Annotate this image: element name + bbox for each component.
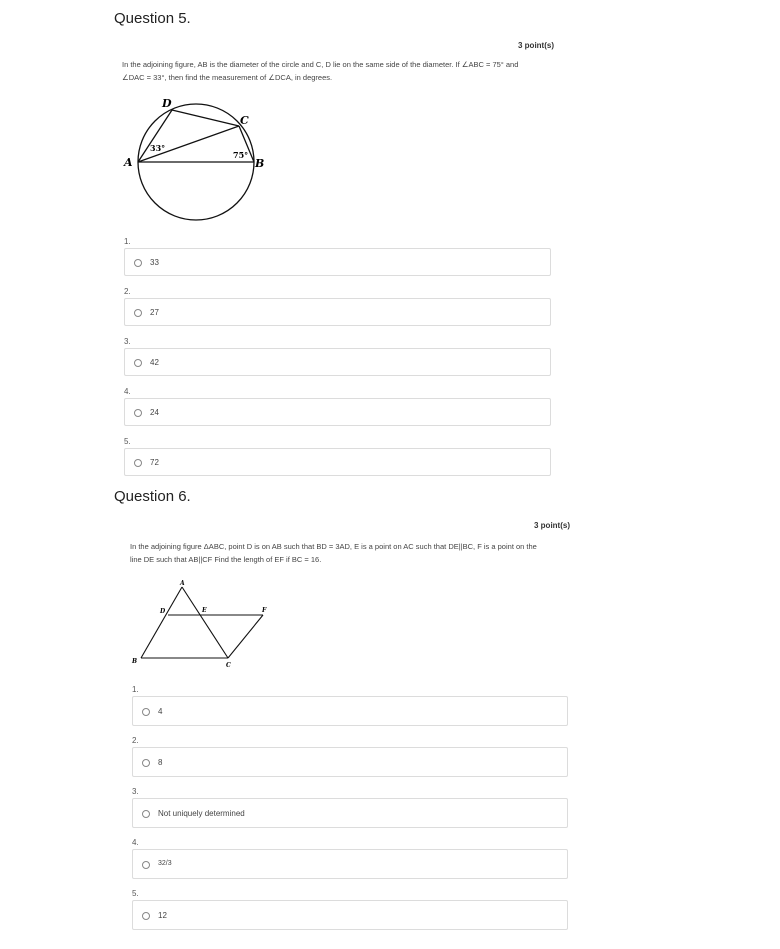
q6-option-4[interactable] (132, 849, 568, 879)
line-cf (228, 615, 263, 658)
q5-option-2-number: 2. (124, 287, 131, 296)
q5-option-4[interactable] (124, 398, 551, 426)
q5-option-3-number: 3. (124, 337, 131, 346)
label-e: E (202, 607, 207, 614)
label-d: D (160, 608, 166, 615)
q5-option-4-number: 4. (124, 387, 131, 396)
radio-button[interactable] (134, 459, 142, 467)
option-label: 42 (150, 358, 159, 367)
radio-button[interactable] (134, 309, 142, 317)
angle-label-b: 75° (233, 150, 249, 160)
radio-button[interactable] (142, 759, 150, 767)
option-label: 4 (158, 707, 163, 716)
question-5-points: 3 point(s) (518, 41, 554, 50)
option-label: 8 (158, 758, 163, 767)
option-label: 27 (150, 308, 159, 317)
q6-option-3[interactable] (132, 798, 568, 828)
option-label: 33 (150, 258, 159, 267)
q6-option-1[interactable] (132, 696, 568, 726)
question-6-figure (128, 576, 288, 676)
chord-ad (138, 110, 172, 162)
radio-button[interactable] (134, 359, 142, 367)
radio-button[interactable] (134, 259, 142, 267)
q6-option-2-number: 2. (132, 736, 139, 745)
question-5-prompt-line-2: ∠DAC = 33°, then find the measurement of ∠DCA, in degrees. (122, 73, 333, 82)
q6-option-2[interactable] (132, 747, 568, 777)
radio-button[interactable] (142, 810, 150, 818)
label-b: B (132, 658, 138, 665)
q5-option-1-number: 1. (124, 237, 131, 246)
radio-button[interactable] (142, 912, 150, 920)
q5-option-1[interactable] (124, 248, 551, 276)
label-c: C (240, 114, 249, 127)
radio-button[interactable] (134, 409, 142, 417)
q5-option-2[interactable] (124, 298, 551, 326)
q6-option-5-number: 5. (132, 889, 139, 898)
option-label: 72 (150, 458, 159, 467)
q5-option-5-number: 5. (124, 437, 131, 446)
q6-option-1-number: 1. (132, 685, 139, 694)
option-label: Not uniquely determined (158, 809, 245, 818)
radio-button[interactable] (142, 861, 150, 869)
option-label: 24 (150, 408, 159, 417)
label-b: B (255, 157, 265, 170)
question-5-prompt-line-1: In the adjoining figure, AB is the diameter of the circle and C, D lie on the same side of the diameter. If ∠ABC = 75° and (122, 60, 519, 69)
option-label: 32/3 (158, 860, 172, 867)
q6-option-3-number: 3. (132, 787, 139, 796)
side-ac (182, 587, 228, 658)
label-c: C (226, 662, 231, 669)
label-f: F (262, 607, 267, 614)
question-5-title: Question 5. (114, 10, 191, 27)
question-6-prompt-line-1: In the adjoining figure ΔABC, point D is on AB such that BD = 3AD, E is a point on AC such that DE||BC, F is a point on the (130, 542, 537, 551)
option-label: 12 (158, 911, 167, 920)
question-6-points: 3 point(s) (534, 521, 570, 530)
label-a: A (180, 580, 185, 587)
question-6-title: Question 6. (114, 488, 191, 505)
label-a: A (124, 156, 133, 169)
question-5-figure (120, 96, 280, 226)
chord-dc (172, 110, 239, 126)
angle-label-a: 33° (150, 143, 166, 153)
question-6-prompt-line-2: line DE such that AB||CF Find the length of EF if BC = 16. (130, 555, 322, 564)
q6-option-4-number: 4. (132, 838, 139, 847)
side-ab (141, 587, 182, 658)
q5-option-3[interactable] (124, 348, 551, 376)
radio-button[interactable] (142, 708, 150, 716)
label-d: D (162, 97, 172, 110)
q5-option-5[interactable] (124, 448, 551, 476)
q6-option-5[interactable] (132, 900, 568, 930)
